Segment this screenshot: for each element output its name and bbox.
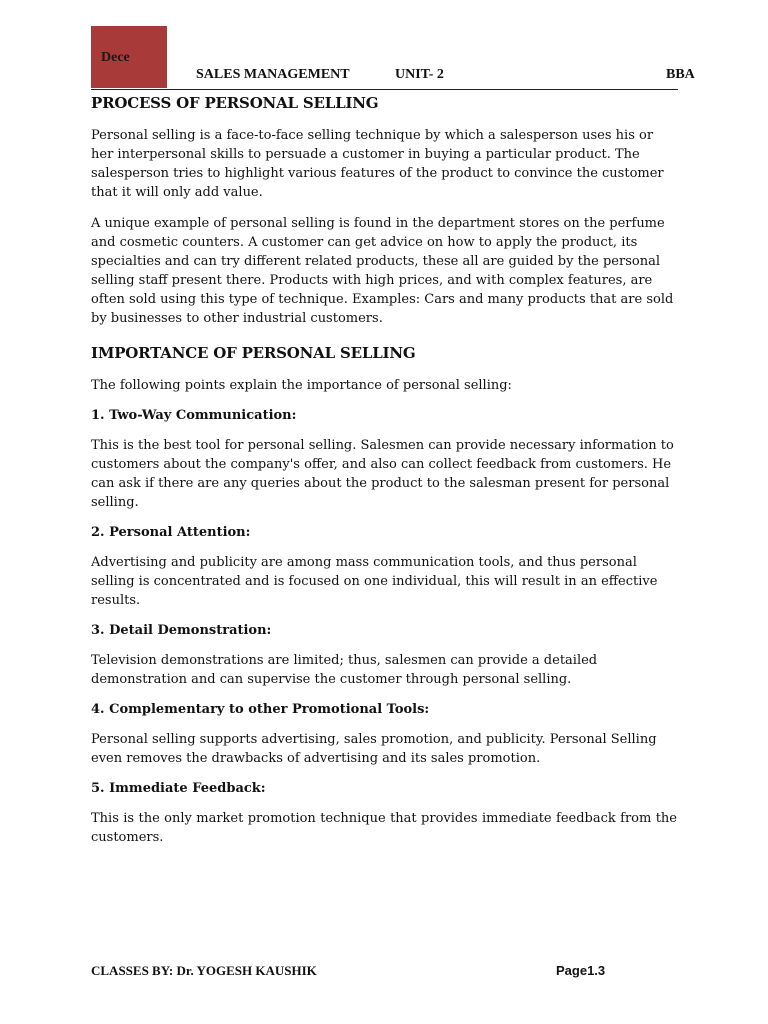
section-heading-importance: IMPORTANCE OF PERSONAL SELLING xyxy=(91,344,416,362)
header-unit: UNIT- 2 xyxy=(395,67,444,82)
point-title-4: 4. Complementary to other Promotional Tools: xyxy=(91,702,430,717)
header-divider xyxy=(91,89,678,90)
point-text-4: Personal selling supports advertising, sales promotion, and publicity. Personal Selling even removes the drawbacks of advertising and its sales promotion. xyxy=(91,732,657,766)
point-text-5: This is the only market promotion technique that provides immediate feedback from the customers. xyxy=(91,811,677,845)
point-title-5: 5. Immediate Feedback: xyxy=(91,781,266,796)
point-text-2: Advertising and publicity are among mass communication tools, and thus personal selling is concentrated and is focused on one individual, this will result in an effective results. xyxy=(91,555,658,608)
footer-classes-by: CLASSES BY: Dr. YOGESH KAUSHIK xyxy=(91,963,317,978)
document-body xyxy=(91,94,677,847)
paragraph-process-1: Personal selling is a face-to-face selling technique by which a salesperson uses his or her interpersonal skills to persuade a customer in buying a particular product. The salesperson tries to highlight various features of the product to convince the customer that it will only add value. xyxy=(91,128,664,200)
point-title-2: 2. Personal Attention: xyxy=(91,525,251,540)
point-title-1: 1. Two-Way Communication: xyxy=(91,408,297,423)
header-subject: SALES MANAGEMENT xyxy=(196,67,350,82)
logo-text: Dece xyxy=(101,50,130,65)
point-title-3: 3. Detail Demonstration: xyxy=(91,623,272,638)
logo-box xyxy=(91,26,167,88)
paragraph-process-2: A unique example of personal selling is found in the department stores on the perfume and cosmetic counters. A customer can get advice on how to apply the product, its specialties and can try different related products, these all are guided by the personal selling staff present there. Products with high prices, and with complex features, are often sold using this type of technique. Examples: Cars and many products that are sold by businesses to other industrial customers. xyxy=(91,216,674,326)
point-text-1: This is the best tool for personal selling. Salesmen can provide necessary information to customers about the company's offer, and also can collect feedback from customers. He can ask if there are any queries about the product to the salesman present for personal selling. xyxy=(91,438,674,510)
footer-page-number: Page1.3 xyxy=(556,963,606,978)
section-heading-process: PROCESS OF PERSONAL SELLING xyxy=(91,94,379,112)
point-text-3: Television demonstrations are limited; thus, salesmen can provide a detailed demonstration and can supervise the customer through personal selling. xyxy=(91,653,598,687)
paragraph-importance-intro: The following points explain the importance of personal selling: xyxy=(91,378,512,393)
header-course: BBA xyxy=(666,67,695,82)
